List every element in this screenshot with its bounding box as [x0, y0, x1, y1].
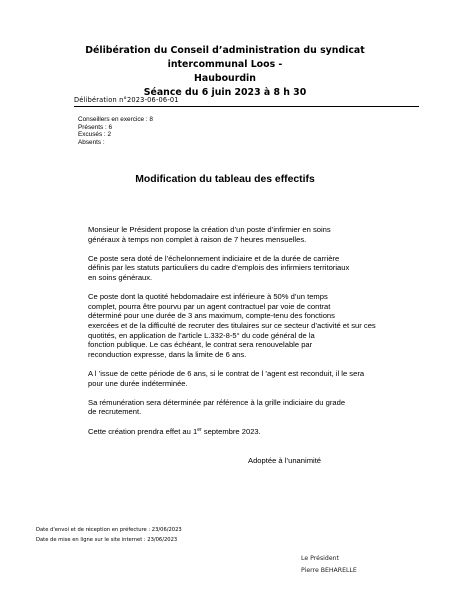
paragraph-3 [88, 292, 388, 359]
paragraph-line: quotités, en application de l’article L.332-8-5° du code général de la [88, 330, 315, 340]
paragraph-line: déterminé pour une durée de 3 ans maximum, compte-tenu des fonctions [88, 311, 335, 321]
paragraph-line: de recrutement. [88, 407, 142, 417]
signatory-role: Le Président [301, 555, 339, 562]
attendance-counts [78, 116, 153, 146]
date-publication-online: Date de mise en ligne sur le site internet : 23/06/2023 [36, 537, 178, 543]
paragraph-line: Sa rémunération sera déterminée par référence à la grille indiciaire du grade [88, 397, 346, 407]
effect-suffix: septembre 2023. [201, 427, 261, 437]
signature-block [301, 553, 357, 576]
paragraph-line: exercées et de la difficulté de recruter des titulaires sur ce secteur d’activité et sur ces [88, 320, 376, 330]
paragraph-line: complet, pourra être pourvu par un agent contractuel par voie de contrat [88, 301, 331, 311]
effect-ordinal-superscript: er [197, 427, 202, 434]
header-line-2: Haubourdin [194, 73, 256, 84]
paragraph-line: Monsieur le Président propose la création d’un poste d’infirmier en soins [88, 225, 331, 234]
paragraph-line: en soins généraux. [88, 272, 153, 282]
paragraph-2 [88, 254, 388, 283]
paragraph-line: pour une durée indéterminée. [88, 378, 188, 388]
signatory-name: Pierre BEHARELLE [301, 566, 357, 574]
date-reception-prefecture: Date d'envoi et de réception en préfecture : 23/06/2023 [36, 527, 182, 533]
document-body [88, 225, 388, 447]
transmission-dates [36, 525, 182, 545]
subject-title: Modification du tableau des effectifs [135, 174, 315, 185]
paragraph-5 [88, 398, 388, 417]
effect-prefix: Cette création prendra effet au 1 [88, 427, 198, 437]
paragraph-line: Ce poste sera doté de l’échelonnement indiciaire et de la durée de carrière [88, 253, 340, 263]
paragraph-line: A l ’issue de cette période de 6 ans, si le contrat de l ’agent est reconduit, il le sera [88, 368, 365, 378]
header-line-1: Délibération du Conseil d’administration du syndicat intercommunal Loos - [85, 45, 365, 70]
paragraph-line: fonction publique. Le cas échéant, le contrat sera renouvelable par [88, 340, 313, 350]
paragraph-1 [88, 225, 388, 244]
paragraph-line: reconduction expresse, dans la limite de 6 ans. [88, 349, 247, 359]
document-header [55, 44, 395, 100]
count-excuses: Excusés : 2 [78, 131, 112, 139]
count-presents: Présents : 6 [78, 123, 113, 131]
count-absents: Absents : [78, 138, 105, 146]
effect-date-line [88, 426, 388, 437]
paragraph-line: définis par les statuts particuliers du cadre d’emplois des infirmiers territoriaux [88, 263, 350, 273]
effect-date-paragraph [88, 426, 388, 437]
deliberation-reference: Délibération n°2023-06-06-01 [74, 96, 179, 104]
paragraph-line: Ce poste dont la quotité hebdomadaire est inférieure à 50% d’un temps [88, 292, 328, 302]
paragraph-4 [88, 369, 388, 388]
deliberation-rule [74, 106, 419, 107]
header-line-3: Séance du 6 juin 2023 à 8 h 30 [143, 87, 307, 98]
count-en-exercice: Conseillers en exercice : 8 [78, 116, 153, 123]
adoption-statement: Adoptée à l’unanimité [248, 456, 322, 465]
paragraph-line: généraux à temps non complet à raison de 7 heures mensuelles. [88, 234, 307, 244]
